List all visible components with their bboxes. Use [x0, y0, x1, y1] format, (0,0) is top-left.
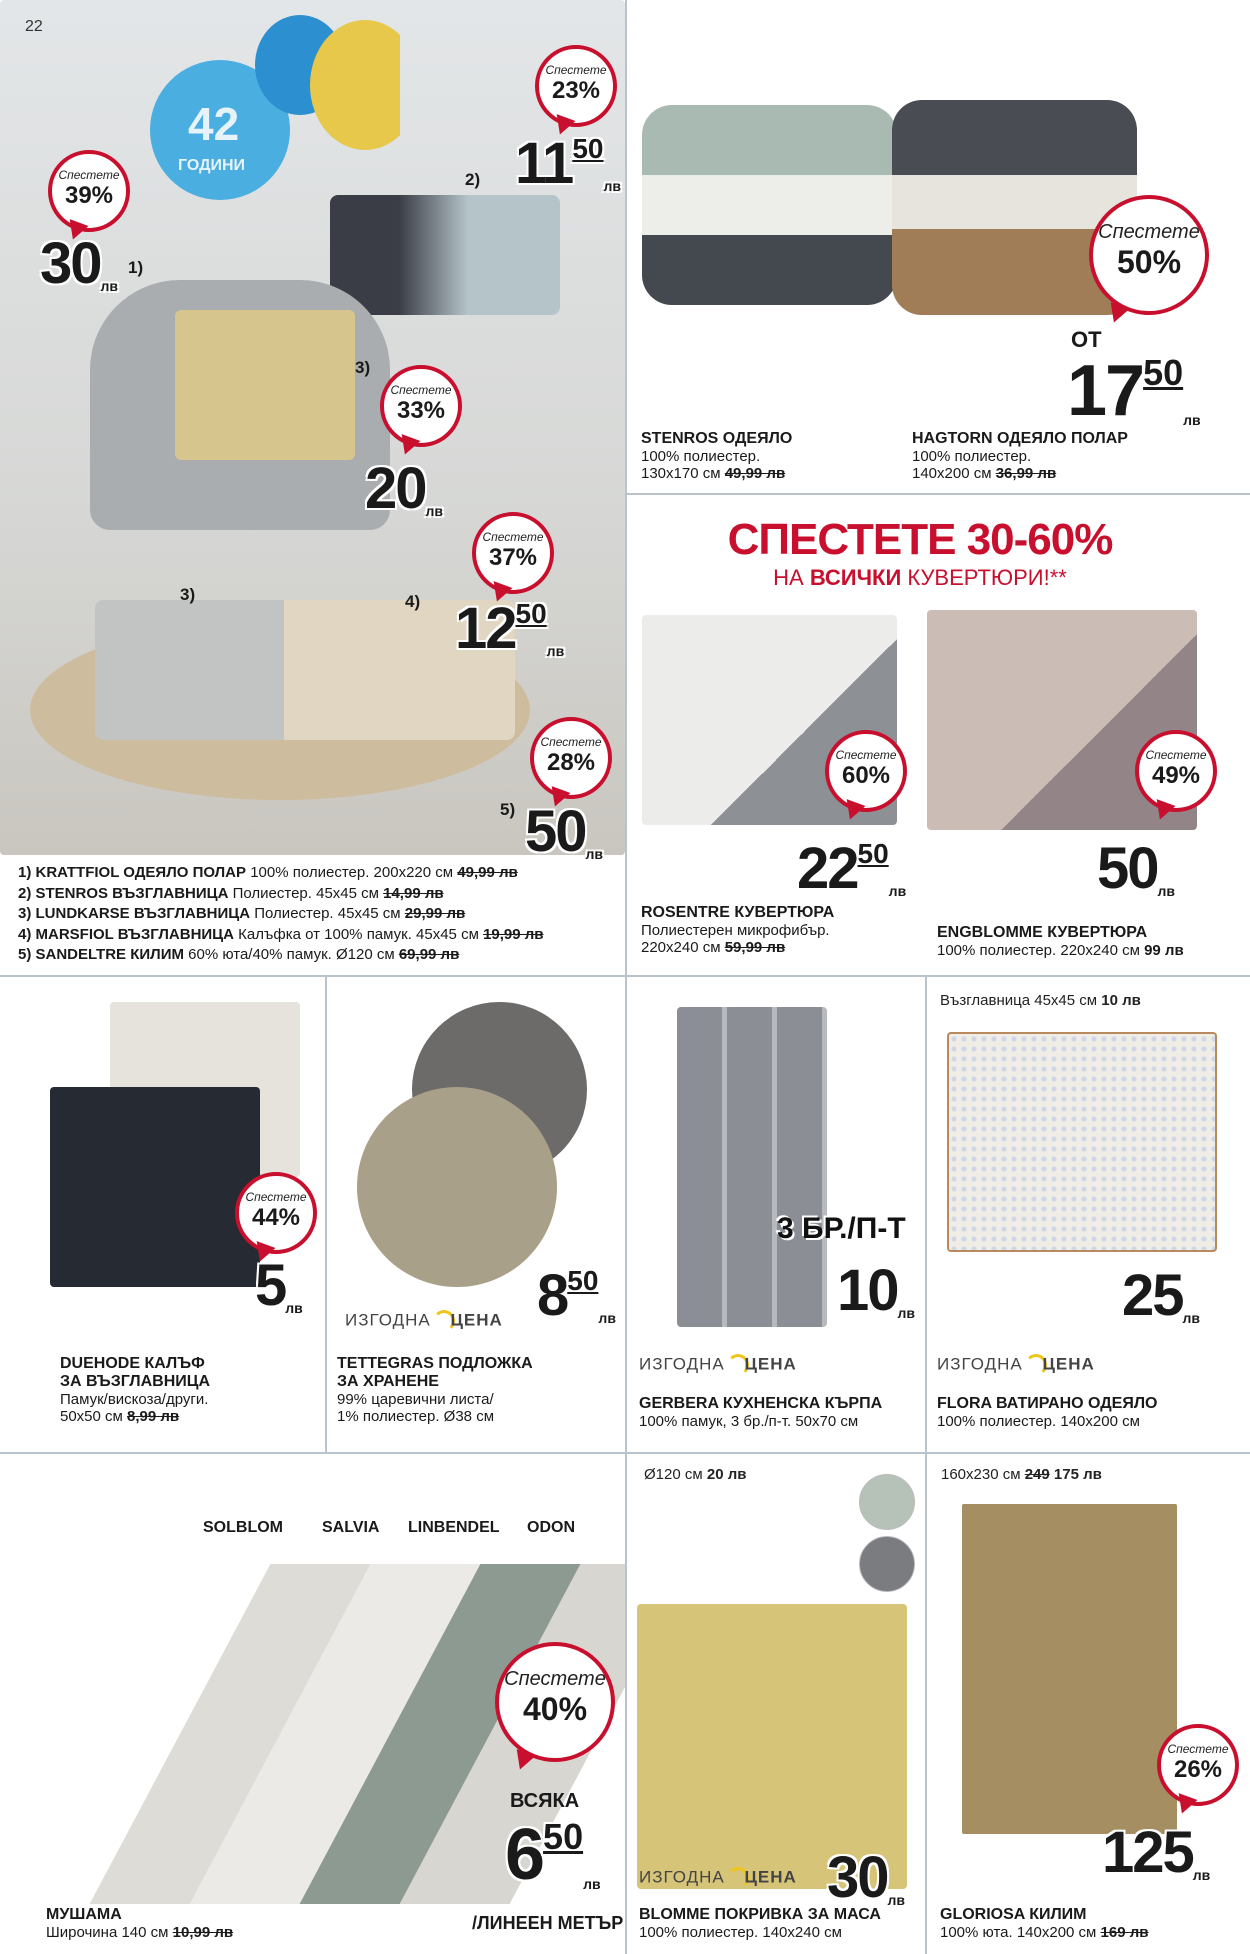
pack-label: 3 БР./П-Т	[777, 1212, 906, 1245]
list-item: 3) LUNDKARSE ВЪЗГЛАВНИЦА Полиестер. 45x45 см 29,99 лв	[18, 905, 466, 922]
divider	[625, 493, 1250, 495]
stenros-blanket-photo	[642, 105, 897, 305]
product-info: МУШАМА Широчина 140 см 10,99 лв	[46, 1906, 234, 1941]
price-tag: 50лв	[525, 799, 604, 864]
oilcloth-section	[0, 1454, 625, 1954]
discount-bubble: Спестете 33%	[380, 365, 462, 447]
price-tag: 850лв	[537, 1263, 616, 1328]
tablecloth-section	[627, 1454, 925, 1954]
product-info: BLOMME ПОКРИВКА ЗА МАСА 100% полиестер. 140x240 см	[639, 1906, 881, 1941]
roll-label: LINBENDEL	[408, 1519, 500, 1536]
rug-section	[927, 1454, 1250, 1954]
item-number: 4)	[405, 592, 421, 611]
product-info: STENROS ОДЕЯЛО 100% полиестер. 130x170 см 49,99 лв	[641, 430, 793, 482]
roll-label: ODON	[527, 1519, 575, 1536]
discount-bubble: Спестете 23%	[535, 45, 617, 127]
cushion-section	[0, 977, 325, 1452]
balloon-icon	[140, 10, 400, 210]
price-tag: 20лв	[365, 456, 444, 521]
good-price-badge: ИЗГОДНА ЦЕНА	[937, 1354, 1095, 1376]
roll-label: SALVIA	[322, 1519, 380, 1536]
pillow-size-label: Възглавница 45x45 см 10 лв	[940, 992, 1141, 1009]
price-tag: 30лв	[827, 1845, 906, 1910]
price-tag: 1250лв	[455, 596, 565, 661]
each-label: ВСЯКА	[510, 1790, 580, 1812]
good-price-badge: ИЗГОДНА ЦЕНА	[639, 1354, 797, 1376]
hero-item-list	[18, 863, 618, 966]
product-info: GERBERA КУХНЕНСКА КЪРПА 100% памук, 3 бр./п-т. 50x70 см	[639, 1395, 883, 1430]
price-tag: 1150лв	[515, 131, 621, 196]
item-number: 3)	[180, 585, 196, 604]
towel-section	[627, 977, 925, 1452]
promo-headline: СПЕСТЕТЕ 30-60%	[727, 515, 1113, 564]
from-label: ОТ	[1071, 327, 1102, 352]
promo-subline: НА ВСИЧКИ КУВЕРТЮРИ!**	[773, 565, 1067, 590]
price-tag: 2250лв	[797, 836, 907, 901]
list-item: 5) SANDELTRE КИЛИМ 60% юта/40% памук. Ø120 см 69,99 лв	[18, 946, 460, 963]
product-info: TETTEGRAS ПОДЛОЖКА ЗА ХРАНЕНЕ 99% царевични листа/ 1% полиестер. Ø38 см	[337, 1355, 533, 1425]
discount-bubble: Спестете 26%	[1157, 1724, 1239, 1806]
list-item: 4) MARSFIOL ВЪЗГЛАВНИЦА Калъфка от 100% памук. 45x45 см 19,99 лв	[18, 925, 544, 943]
list-item: 1) KRATTFIOL ОДЕЯЛО ПОЛАР 100% полиестер. 200x220 см 49,99 лв	[18, 864, 518, 881]
quilt-photo	[947, 1032, 1217, 1252]
good-price-badge: ИЗГОДНА ЦЕНА	[345, 1310, 503, 1332]
product-info: DUEHODE КАЛЪФ ЗА ВЪЗГЛАВНИЦА Памук/вискоза/други. 50x50 см 8,99 лв	[60, 1355, 211, 1425]
good-price-badge: ИЗГОДНА ЦЕНА	[639, 1867, 797, 1889]
swatch-light-icon	[859, 1474, 915, 1530]
roll-label: SOLBLOM	[203, 1519, 283, 1536]
discount-bubble: Спестете 40%	[495, 1642, 615, 1762]
towels-photo	[677, 1007, 827, 1327]
item-number: 2)	[465, 170, 481, 189]
price-tag: 650лв	[505, 1815, 601, 1895]
rug-size-label: 160x230 см 249 175 лв	[941, 1466, 1102, 1483]
bedspreads-section	[627, 600, 1250, 975]
price-tag: 50лв	[1097, 836, 1176, 901]
pillow-stack	[330, 195, 560, 315]
product-info: GLORIOSA КИЛИМ 100% юта. 140x200 см 169 лв	[940, 1906, 1149, 1941]
list-item: 2) STENROS ВЪЗГЛАВНИЦА Полиестер. 45x45 см 14,99 лв	[18, 884, 444, 902]
item-number: 1)	[128, 258, 144, 277]
discount-bubble: Спестете 37%	[472, 512, 554, 594]
price-tag: 25лв	[1122, 1263, 1201, 1328]
per-meter-label: /ЛИНЕЕН МЕТЪР	[472, 1913, 624, 1933]
blankets-section	[627, 0, 1250, 493]
balloon-number: 42	[188, 98, 240, 150]
price-tag: 125лв	[1102, 1820, 1211, 1885]
discount-bubble: Спестете 50%	[1089, 195, 1209, 315]
floor-cushions	[95, 600, 515, 740]
hero-section	[0, 0, 625, 975]
item-number: 3)	[355, 358, 371, 377]
page-number: 22	[25, 18, 43, 35]
product-info: ROSENTRE КУВЕРТЮРА Полиестерен микрофибър. 220x240 см 59,99 лв	[641, 904, 835, 956]
discount-bubble: Спестете 60%	[825, 730, 907, 812]
size-label: Ø120 см 20 лв	[644, 1466, 747, 1483]
discount-bubble: Спестете 28%	[530, 717, 612, 799]
product-info: FLORA ВАТИРАНО ОДЕЯЛО 100% полиестер. 140x200 см	[937, 1395, 1158, 1430]
rug-photo	[962, 1504, 1177, 1834]
yellow-cushion	[175, 310, 355, 460]
price-tag: 10лв	[837, 1258, 916, 1323]
price-tag: 1750лв	[1067, 351, 1201, 431]
discount-bubble: Спестете 44%	[235, 1172, 317, 1254]
placemat-light-photo	[357, 1087, 557, 1287]
cushion-dark-photo	[50, 1087, 260, 1287]
quilt-section	[927, 977, 1250, 1452]
discount-bubble: Спестете 39%	[48, 150, 130, 232]
price-tag: 30лв	[40, 231, 119, 296]
swatch-dark-icon	[859, 1536, 915, 1592]
price-tag: 5лв	[255, 1253, 303, 1318]
item-number: 5)	[500, 800, 516, 819]
promo-banner	[640, 515, 1200, 591]
discount-bubble: Спестете 49%	[1135, 730, 1217, 812]
product-info: ENGBLOMME КУВЕРТЮРА 100% полиестер. 220x240 см 99 лв	[937, 924, 1184, 959]
placemat-section	[327, 977, 625, 1452]
product-info: HAGTORN ОДЕЯЛО ПОЛАР 100% полиестер. 140x200 см 36,99 лв	[912, 430, 1128, 482]
balloon-years: ГОДИНИ	[178, 157, 246, 174]
